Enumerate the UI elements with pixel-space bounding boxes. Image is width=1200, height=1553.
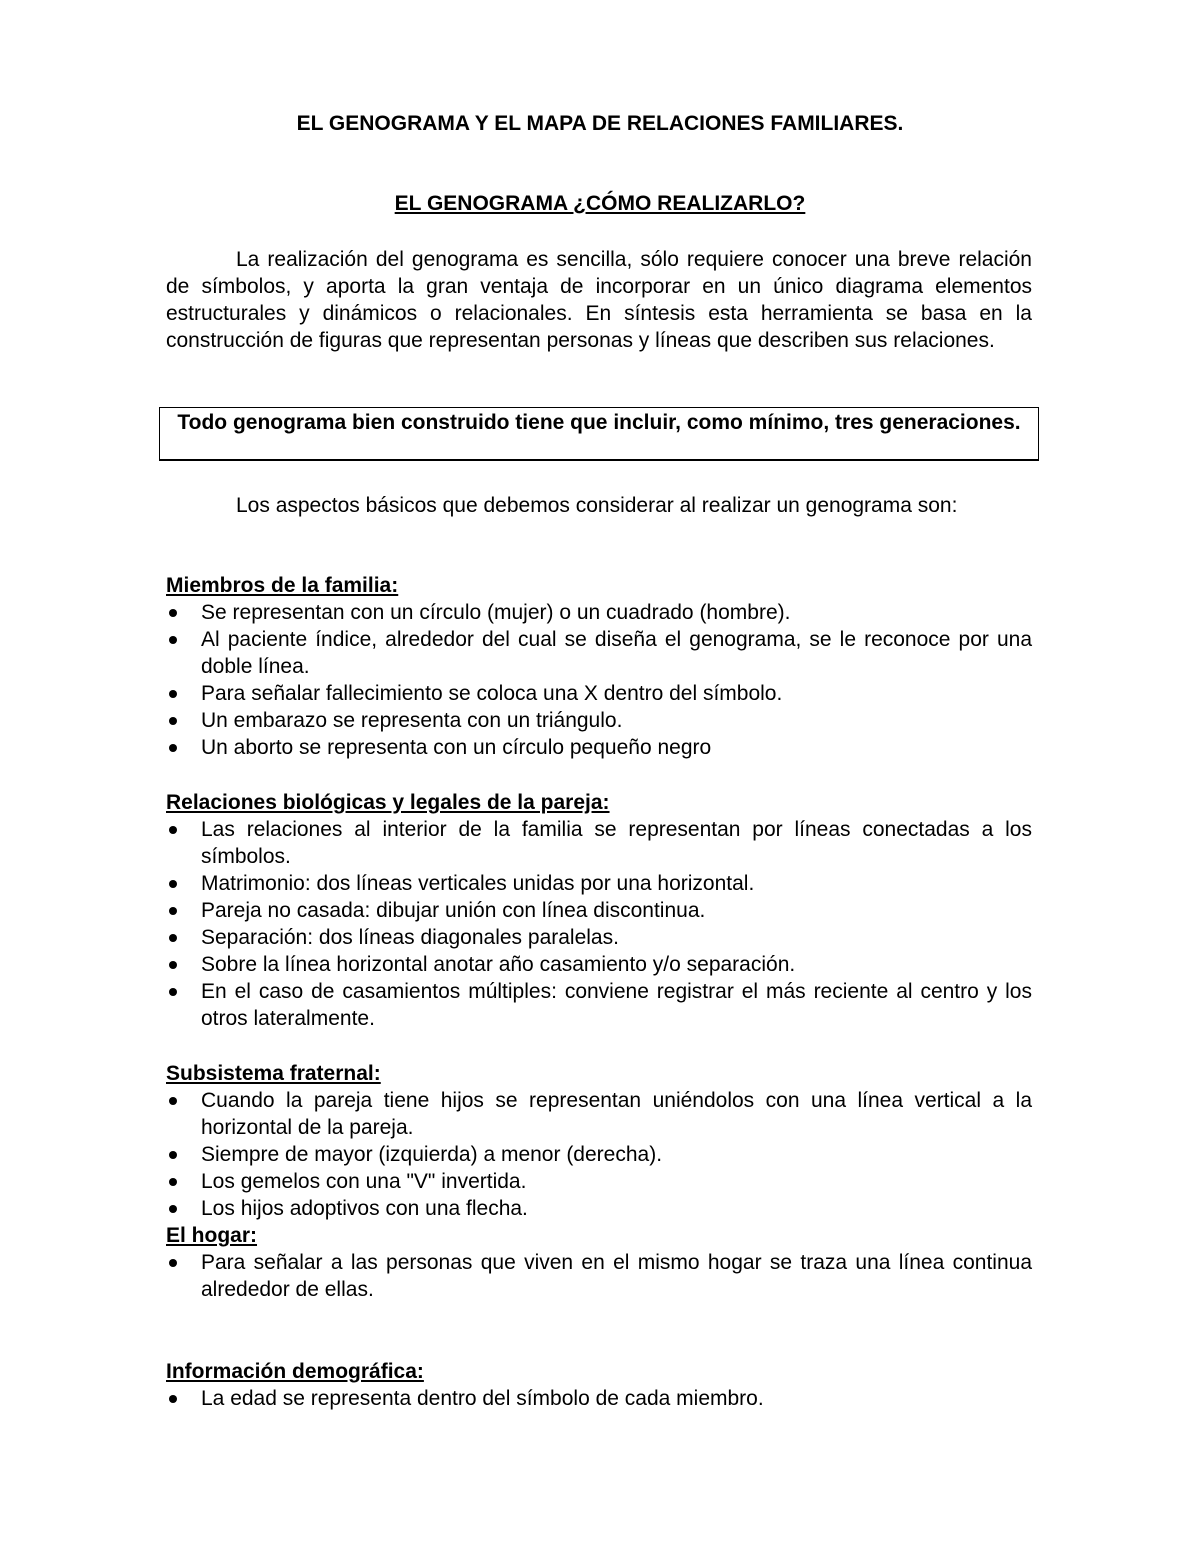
section-heading: Relaciones biológicas y legales de la pareja: [166, 791, 610, 814]
bullet-list [166, 1385, 1032, 1412]
bullet-list [166, 1249, 1032, 1303]
intro-paragraph: La realización del genograma es sencilla, sólo requiere conocer una breve relación de símbolos, y aporta la gran ventaja de incorporar en un único diagrama elementos estructurales y dinámicos o relacionales. En síntesis esta herramienta se basa en la construcción de figuras que representan personas y líneas que describen sus relaciones. [166, 248, 1032, 352]
list-item: Para señalar a las personas que viven en el mismo hogar se traza una línea continua alrededor de ellas. [166, 1249, 1032, 1303]
list-item: Matrimonio: dos líneas verticales unidas por una horizontal. [166, 870, 1032, 897]
list-item: Sobre la línea horizontal anotar año casamiento y/o separación. [166, 951, 1032, 978]
list-item: La edad se representa dentro del símbolo de cada miembro. [166, 1385, 1032, 1412]
bullet-list [166, 816, 1032, 1032]
bullet-icon [169, 1395, 177, 1403]
section-heading: El hogar: [166, 1224, 258, 1247]
section-household [166, 1222, 1032, 1303]
basics-paragraph-block [166, 492, 1032, 519]
list-item: Pareja no casada: dibujar unión con línea discontinua. [166, 897, 1032, 924]
document-title: EL GENOGRAMA Y EL MAPA DE RELACIONES FAMILIARES. [296, 112, 904, 135]
list-item: En el caso de casamientos múltiples: conviene registrar el más reciente al centro y los otros lateralmente. [166, 978, 1032, 1032]
list-item: Un embarazo se representa con un triángulo. [166, 707, 1032, 734]
section-sibling-subsystem [166, 1060, 1032, 1222]
list-item: Cuando la pareja tiene hijos se representan uniéndolos con una línea vertical a la horizontal de la pareja. [166, 1087, 1032, 1141]
bullet-list [166, 1087, 1032, 1222]
bullet-icon [169, 1205, 177, 1213]
section-family-members [166, 572, 1032, 761]
list-item: Se representan con un círculo (mujer) o un cuadrado (hombre). [166, 599, 1032, 626]
bullet-icon [169, 907, 177, 915]
list-item: Las relaciones al interior de la familia se representan por líneas conectadas a los símbolos. [166, 816, 1032, 870]
list-item: Separación: dos líneas diagonales paralelas. [166, 924, 1032, 951]
bullet-icon [169, 609, 177, 617]
section-heading: Información demográfica: [166, 1360, 424, 1383]
bullet-icon [169, 934, 177, 942]
bullet-list [166, 599, 1032, 761]
bullet-icon [169, 717, 177, 725]
callout-box: Todo genograma bien construido tiene que incluir, como mínimo, tres generaciones. [159, 407, 1039, 461]
basics-paragraph: Los aspectos básicos que debemos considerar al realizar un genograma son: [236, 494, 958, 517]
section-demographics [166, 1358, 1032, 1412]
bullet-icon [169, 961, 177, 969]
bullet-icon [169, 1151, 177, 1159]
list-item: Los hijos adoptivos con una flecha. [166, 1195, 1032, 1222]
list-item: Un aborto se representa con un círculo pequeño negro [166, 734, 1032, 761]
bullet-icon [169, 636, 177, 644]
section-couple-relations [166, 789, 1032, 1032]
list-item: Para señalar fallecimiento se coloca una X dentro del símbolo. [166, 680, 1032, 707]
bullet-icon [169, 1259, 177, 1267]
bullet-icon [169, 988, 177, 996]
intro-paragraph-block [166, 246, 1032, 354]
bullet-icon [169, 826, 177, 834]
bullet-icon [169, 1097, 177, 1105]
section-subtitle: EL GENOGRAMA ¿CÓMO REALIZARLO? [394, 192, 806, 215]
section-heading: Subsistema fraternal: [166, 1062, 381, 1085]
bullet-icon [169, 880, 177, 888]
section-heading: Miembros de la familia: [166, 574, 399, 597]
bullet-icon [169, 744, 177, 752]
list-item: Al paciente índice, alrededor del cual se diseña el genograma, se le reconoce por una doble línea. [166, 626, 1032, 680]
list-item: Siempre de mayor (izquierda) a menor (derecha). [166, 1141, 1032, 1168]
bullet-icon [169, 690, 177, 698]
bullet-icon [169, 1178, 177, 1186]
list-item: Los gemelos con una "V" invertida. [166, 1168, 1032, 1195]
